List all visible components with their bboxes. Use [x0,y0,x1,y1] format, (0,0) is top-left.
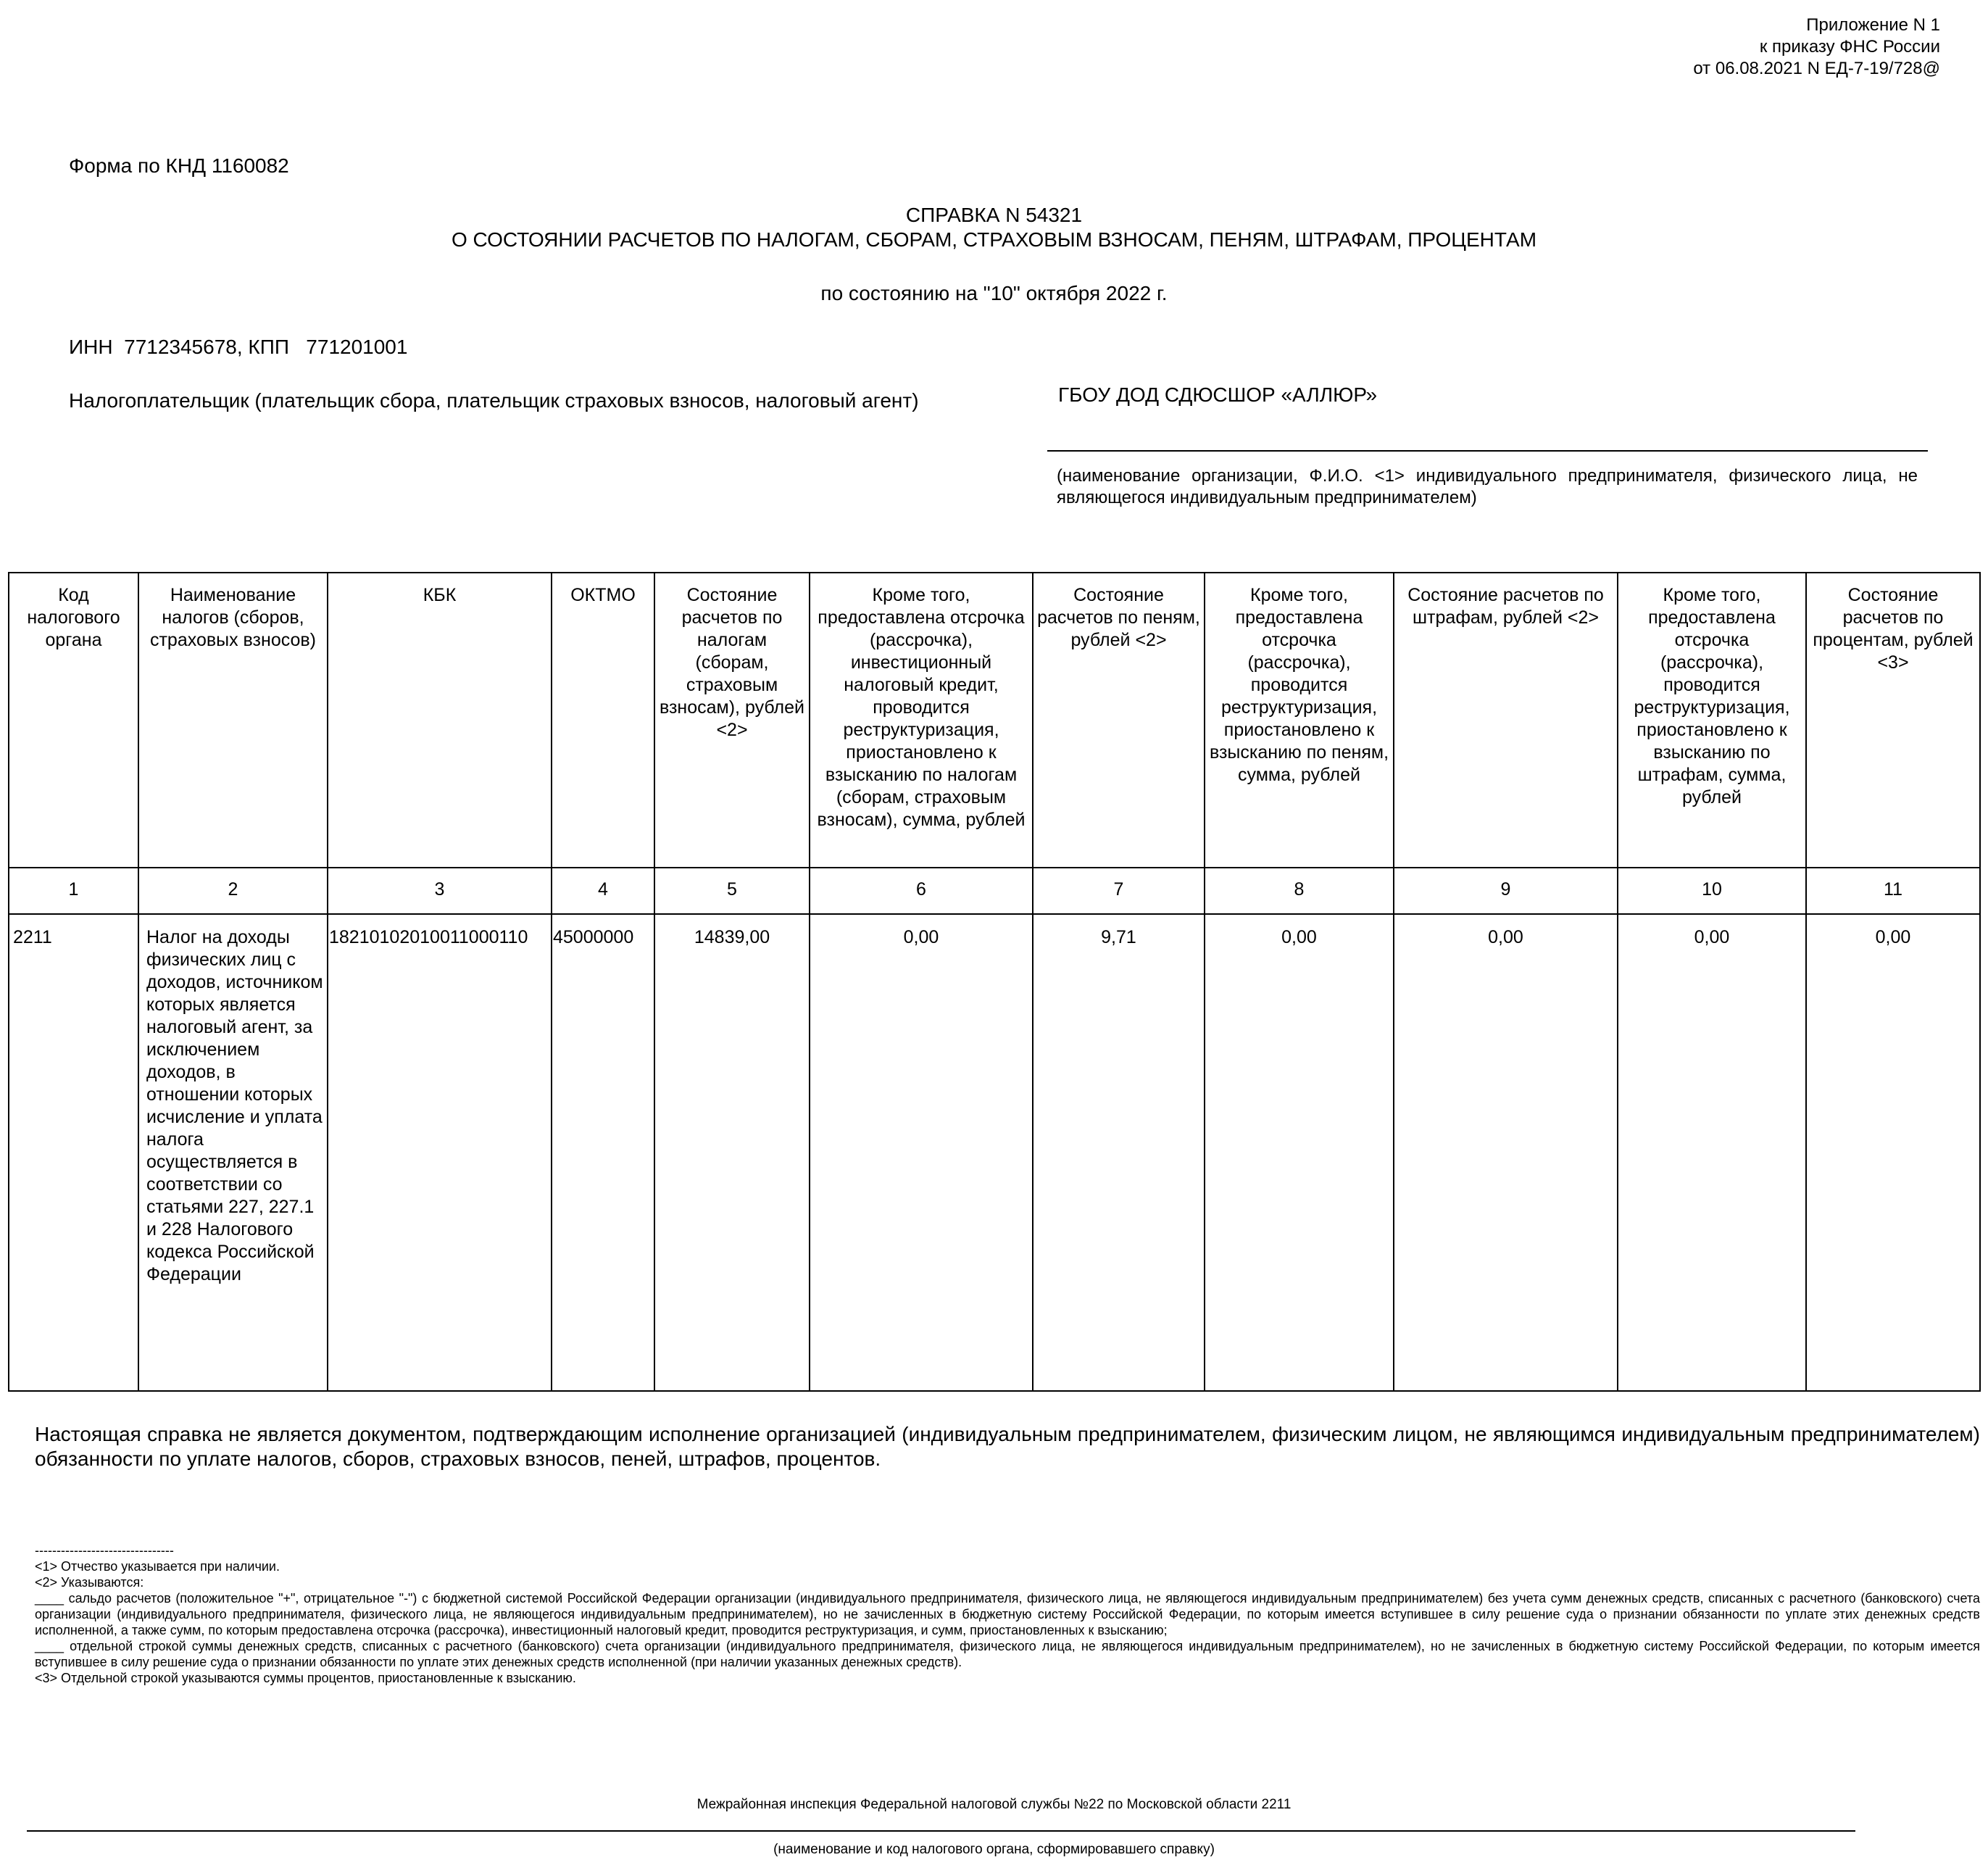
tax-deferred: 0,00 [810,914,1033,1391]
oktmo-code: 45000000 [552,914,654,1391]
column-number-row [9,868,1980,914]
table-header-row [9,573,1980,868]
table-row [9,914,1980,1391]
organization-caption: (наименование организации, Ф.И.О. <1> индивидуального предпринимателя, физического лица, не являющегося индивидуальным предпринимателем) [1057,466,1918,507]
header-cell: Код налогового органа [9,573,138,868]
header-cell: Состояние расчетов по пеням, рублей <2> [1033,573,1205,868]
header-cell: Наименование налогов (сборов, страховых взносов) [138,573,328,868]
penalty-balance: 9,71 [1033,914,1205,1391]
column-number: 4 [552,868,654,914]
tax-authority-code: 2211 [9,914,138,1391]
footnote-2-a: ____ сальдо расчетов (положительное "+", отрицательное "-") с бюджетной системой Российской Федерации организации (индивидуального предпринимателя, физического лица, не являющегося индивидуальным предпринимателем) без учета сумм денежных средств, списанных с расчетного (банковского) счета организации (индивидуального предпринимателя, физического лица, не являющегося индивидуальным предпринимателем), но не зачисленных в бюджетную систему Российской Федерации, по которым имеется вступившее в силу решение суда о признании обязанности по уплате этих денежных средств исполненной, а также сумм, по которым предоставлена отсрочка (рассрочка), инвестиционный налоговый кредит, проводится реструктуризация, и сумм, приостановленных к взысканию; [35,1591,1980,1637]
organization-underline [1047,450,1928,452]
footnote-1: <1> Отчество указывается при наличии. [35,1559,280,1574]
penalty-deferred: 0,00 [1205,914,1394,1391]
column-number: 7 [1033,868,1205,914]
column-number: 10 [1618,868,1806,914]
taxpayer-label: Налогоплательщик (плательщик сбора, плательщик страховых взносов, налоговый агент) [69,389,919,412]
column-number: 2 [138,868,328,914]
footnote-separator: -------------------------------- [35,1543,174,1558]
header-cell: Кроме того, предоставлена отсрочка (рассрочка), инвестиционный налоговый кредит, проводится реструктуризация, приостановлено к взысканию по налогам (сборам, страховым взносам), сумма, рублей [810,573,1033,868]
title-line-1: СПРАВКА N 54321 [905,204,1083,226]
footnotes [35,1542,1980,1686]
inn-kpp: ИНН 7712345678, КПП 771201001 [69,336,408,358]
column-number: 9 [1394,868,1618,914]
as-of-date: по состоянию на "10" октября 2022 г. [820,282,1168,304]
notice-paragraph: Настоящая справка не является документом, подтверждающим исполнение организацией (индивидуальным предпринимателем, физическим лицом, не являющимся индивидуальным предпринимателем) обязанности по уплате налогов, сборов, страховых взносов, пеней, штрафов, процентов. [35,1423,1980,1470]
header-cell: Кроме того, предоставлена отсрочка (рассрочка), проводится реструктуризация, приостановлено к взысканию по пеням, сумма, рублей [1205,573,1394,868]
column-number: 6 [810,868,1033,914]
organization-name: ГБОУ ДОД СДЮСШОР «АЛЛЮР» [1058,383,1378,406]
appendix-line-3: от 06.08.2021 N ЕД-7-19/728@ [1693,59,1940,78]
interest-balance: 0,00 [1806,914,1980,1391]
footnote-3: <3> Отдельной строкой указываются суммы процентов, приостановленные к взысканию. [35,1671,576,1685]
header-cell: ОКТМО [552,573,654,868]
fine-deferred: 0,00 [1618,914,1806,1391]
fine-balance: 0,00 [1394,914,1618,1391]
form-code: Форма по КНД 1160082 [69,154,289,177]
column-number: 5 [654,868,810,914]
appendix-line-2: к приказу ФНС России [1759,37,1940,57]
header-cell: Состояние расчетов по налогам (сборам, страховым взносам), рублей <2> [654,573,810,868]
footnote-2-b: ____ отдельной строкой суммы денежных средств, списанных с расчетного (банковского) счета организации (индивидуального предпринимателя, физического лица, не являющегося индивидуальным предпринимателем), но не зачисленных в бюджетную систему Российской Федерации, по которым имеется вступившее в силу решение суда о признании обязанности по уплате этих денежных средств исполненной (при наличии указанных денежных средств). [35,1639,1980,1669]
column-number: 3 [328,868,552,914]
header-cell: Состояние расчетов по процентам, рублей <3> [1806,573,1980,868]
inspection-underline [27,1830,1855,1832]
tax-inspection-name: Межрайонная инспекция Федеральной налоговой службы №22 по Московской области 2211 [696,1797,1292,1812]
tax-balance: 14839,00 [654,914,810,1391]
document-title [0,203,1988,252]
column-number: 8 [1205,868,1394,914]
settlements-table [8,572,1981,1392]
column-number: 1 [9,868,138,914]
tax-name: Налог на доходы физических лиц с доходов, источником которых является налоговый агент, за исключением доходов, в отношении которых исчисление и уплата налога осуществляется в соответствии со статьями 227, 227.1 и 228 Налогового кодекса Российской Федерации [138,914,328,1391]
kbk-code: 18210102010011000110 [328,914,552,1391]
title-line-2: О СОСТОЯНИИ РАСЧЕТОВ ПО НАЛОГАМ, СБОРАМ, СТРАХОВЫМ ВЗНОСАМ, ПЕНЯМ, ШТРАФАМ, ПРОЦЕНТАМ [451,228,1537,251]
appendix-reference [1693,14,1940,80]
header-cell: Состояние расчетов по штрафам, рублей <2> [1394,573,1618,868]
appendix-line-1: Приложение N 1 [1806,15,1940,35]
header-cell: КБК [328,573,552,868]
header-cell: Кроме того, предоставлена отсрочка (рассрочка), проводится реструктуризация, приостановлено к взысканию по штрафам, сумма, рублей [1618,573,1806,868]
footnote-2-title: <2> Указываются: [35,1575,144,1590]
column-number: 11 [1806,868,1980,914]
inspection-caption: (наименование и код налогового органа, сформировавшего справку) [773,1842,1215,1857]
